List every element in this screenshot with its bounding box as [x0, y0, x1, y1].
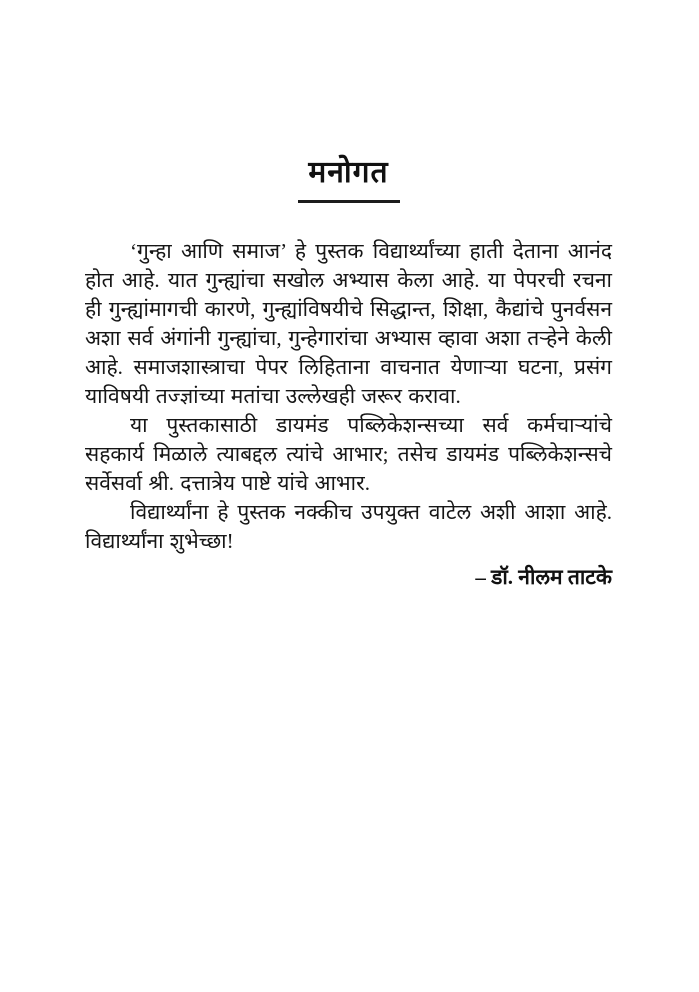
title-underline	[298, 200, 400, 203]
title-block	[85, 150, 612, 203]
author-signature: – डॉ. नीलम ताटके	[475, 564, 612, 589]
preface-paragraph-3: विद्यार्थ्यांना हे पुस्तक नक्कीच उपयुक्त वाटेल अशी आशा आहे. विद्यार्थ्यांना शुभेच्छा!	[85, 499, 612, 553]
page-title: मनोगत	[308, 156, 389, 189]
preface-body	[85, 237, 612, 556]
preface-paragraph-1: ‘गुन्हा आणि समाज’ हे पुस्तक विद्यार्थ्यांच्या हाती देताना आनंद होत आहे. यात गुन्ह्यांचा सखोल अभ्यास केला आहे. या पेपरची रचना ही गुन्ह्यांमागची कारणे, गुन्ह्यांविषयीचे सिद्धान्त, शिक्षा, कैद्यांचे पुनर्वसन अशा सर्व अंगांनी गुन्ह्यांचा, गुन्हेगारांचा अभ्यास व्हावा अशा तऱ्हेने केली आहे. समाजशास्त्राचा पेपर लिहिताना वाचनात येणाऱ्या घटना, प्रसंग याविषयी तज्ज्ञांच्या मतांचा उल्लेखही जरूर करावा.	[85, 238, 612, 408]
preface-paragraph-2: या पुस्तकासाठी डायमंड पब्लिकेशन्सच्या सर्व कर्मचाऱ्यांचे सहकार्य मिळाले त्याबद्दल त्यांचे आभार; तसेच डायमंड पब्लिकेशन्सचे सर्वेसर्वा श्री. दत्तात्रेय पाष्टे यांचे आभार.	[85, 412, 612, 495]
